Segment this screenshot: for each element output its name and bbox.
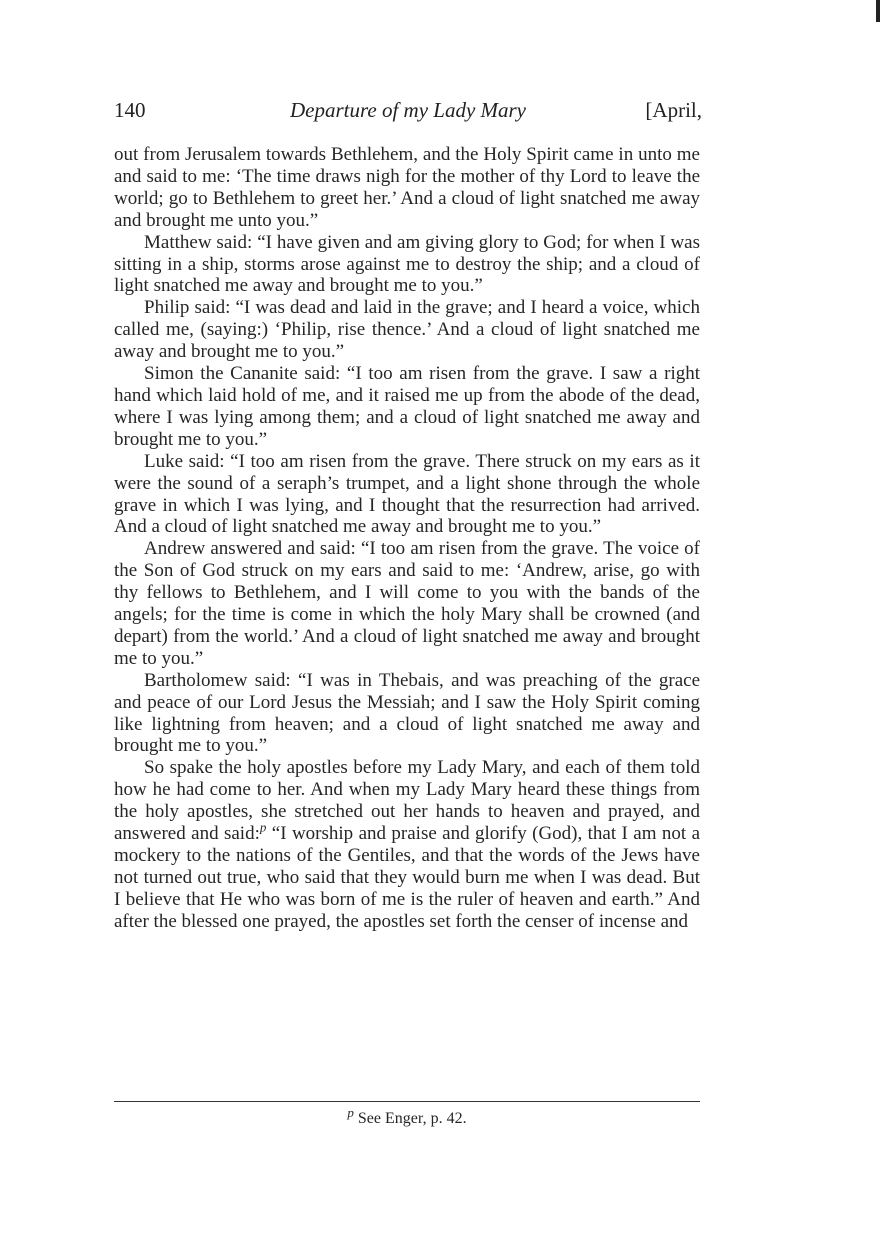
paragraph-final-continued: “I worship and praise and glorify (God), that I am not a mockery to the nations of the Gentiles, and that the words of the Jews have not turned out true, who said that they would burn me when I was dead. But I believe that He who was born of me is the ruler of heaven and earth.” And after the blessed one prayed, the apostles set forth the censer of incense and xyxy=(114,823,701,932)
paragraph-bartholomew: Bartholomew said: “I was in Thebais, and was preaching of the grace and peace of our Lord Jesus the Messiah; and I saw the Holy Spirit coming like lightning from heaven; and a cloud of light snatched me away and brought me to you.” xyxy=(114,669,700,757)
paragraph-final-text: So spake the holy apostles before my Lady Mary, and each of them told how he had come to her. And when my Lady Mary heard these things from the holy apostles, she stretched out her hands to heaven and prayed, and answered and said: xyxy=(114,757,700,845)
page-number: 140 xyxy=(114,98,146,122)
paragraph-final xyxy=(114,757,700,932)
paragraph-1: out from Jerusalem towards Bethlehem, and the Holy Spirit came in unto me and said to me: ‘The time draws nigh for the mother of thy Lord to leave the world; go to Bethlehem to greet her.’ And a cloud of light snatched me away and brought me unto you.” xyxy=(114,144,700,231)
footnote-rule xyxy=(114,1101,700,1102)
footnote xyxy=(114,1104,700,1128)
paragraph-matthew: Matthew said: “I have given and am giving glory to God; for when I was sitting in a ship, storms arose against me to destroy the ship; and a cloud of light snatched me away and brought me to you.” xyxy=(114,231,700,297)
scan-edge-mark xyxy=(876,0,880,22)
running-head xyxy=(114,98,702,126)
running-title: Departure of my Lady Mary xyxy=(289,98,526,122)
footnote-symbol: p xyxy=(347,1104,354,1120)
paragraph-andrew: Andrew answered and said: “I too am risen from the grave. The voice of the Son of God struck on my ears and said to me: ‘Andrew, arise, go with thy fellows to Bethlehem, and I will come to you with the bands of the angels; for the time is come in which the holy Mary shall be crowned (and depart) from the world.’ And a cloud of light snatched me away and brought me to you.” xyxy=(114,538,700,669)
footnote-text: See Enger, p. 42. xyxy=(357,1110,467,1127)
paragraph-simon: Simon the Cananite said: “I too am risen from the grave. I saw a right hand which laid hold of me, and it raised me up from the abode of the dead, where I was lying among them; and a cloud of light snatched me away and brought me to you.” xyxy=(114,363,700,450)
paragraph-luke: Luke said: “I too am risen from the grave. There struck on my ears as it were the sound of a seraph’s trumpet, and a light shone through the whole grave in which I was lying, and I thought that the resurrection had arrived. And a cloud of light snatched me away and brought me to you.” xyxy=(114,450,700,538)
footnote-marker: p xyxy=(259,819,267,835)
paragraph-philip: Philip said: “I was dead and laid in the grave; and I heard a voice, which called me, (saying:) ‘Philip, rise thence.’ And a cloud of light snatched me away and brought me to you.” xyxy=(114,297,700,363)
body-text xyxy=(114,144,700,933)
running-month: [April, xyxy=(645,98,702,122)
